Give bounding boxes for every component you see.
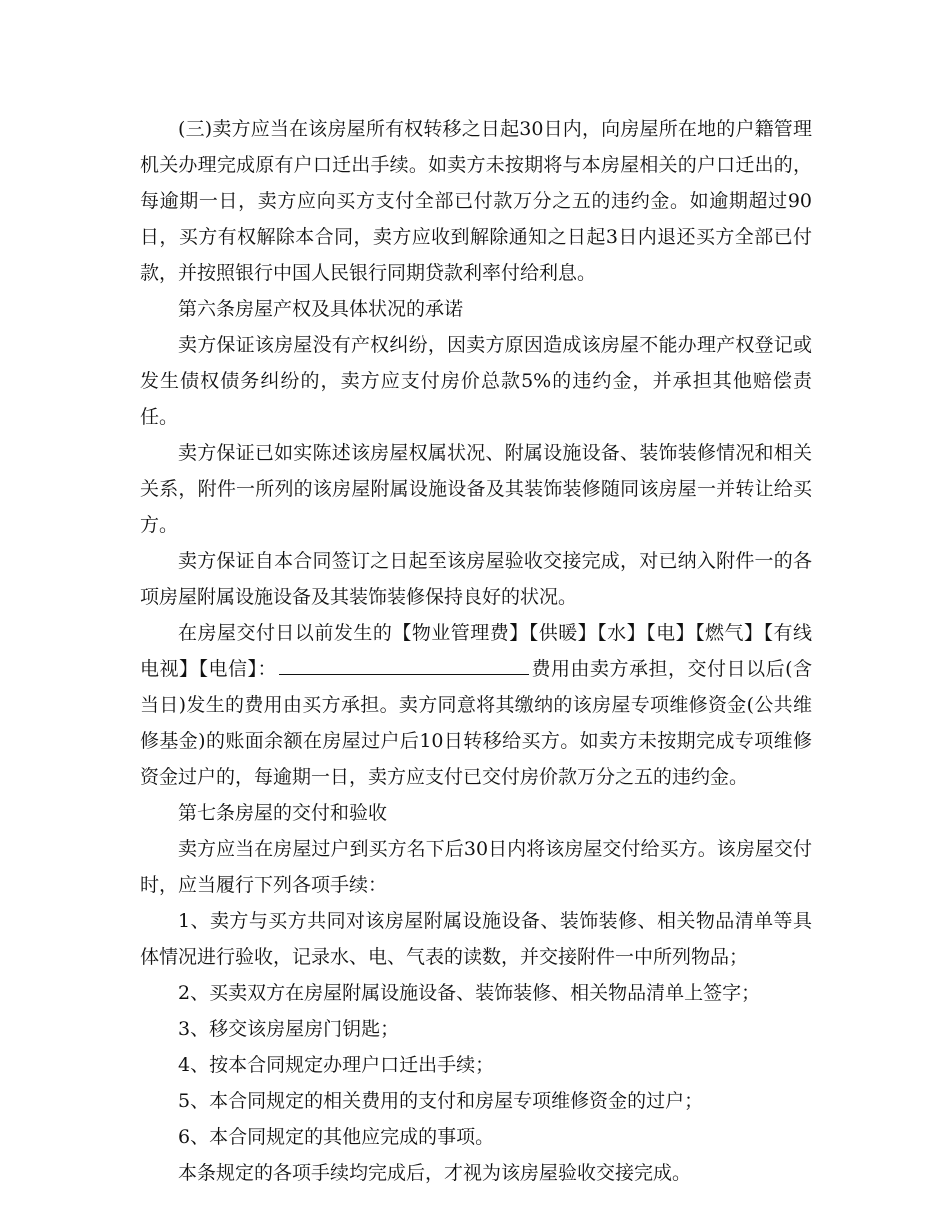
paragraph-title-warranty: 卖方保证该房屋没有产权纠纷，因卖方原因造成该房屋不能办理产权登记或发生债权债务纠纷的，卖方应支付房价总款5%的违约金，并承担其他赔偿责任。 xyxy=(140,334,812,428)
paragraph-completion: 本条规定的各项手续均完成后，才视为该房屋验收交接完成。 xyxy=(178,1162,692,1184)
list-item-4: 4、按本合同规定办理户口迁出手续； xyxy=(178,1054,495,1076)
section-heading-article-7: 第七条房屋的交付和验收 xyxy=(178,802,388,824)
list-item-2: 2、买卖双方在房屋附属设施设备、装饰装修、相关物品清单上签字； xyxy=(178,982,761,1004)
list-item-6: 6、本合同规定的其他应完成的事项。 xyxy=(178,1126,495,1148)
fees-text-before: 在房屋交付日以前发生的【物业管理费】【供暖】【水】【电】【燃气】【有线电视】【电信】： xyxy=(140,622,812,680)
fees-text-after: 费用由卖方承担，交付日以后(含当日)发生的费用由买方承担。卖方同意将其缴纳的该房屋专项维修资金(公共维修基金)的账面余额在房屋过户后10日转移给买方。如卖方未按期完成专项维修资金过户的，每逾期一日，卖方应支付已交付房价款万分之五的违约金。 xyxy=(140,658,812,788)
list-item-3: 3、移交该房屋房门钥匙； xyxy=(178,1018,400,1040)
paragraph-fees xyxy=(140,615,812,795)
list-item-1: 1、卖方与买方共同对该房屋附属设施设备、装饰装修、相关物品清单等具体情况进行验收，记录水、电、气表的读数，并交接附件一中所列物品； xyxy=(140,910,812,968)
paragraph-delivery: 卖方应当在房屋过户到买方名下后30日内将该房屋交付给买方。该房屋交付时，应当履行下列各项手续： xyxy=(140,838,812,896)
fees-blank-line[interactable] xyxy=(279,652,529,675)
list-item-5: 5、本合同规定的相关费用的支付和房屋专项维修资金的过户； xyxy=(178,1090,704,1112)
paragraph-household-registration: (三)卖方应当在该房屋所有权转移之日起30日内，向房屋所在地的户籍管理机关办理完成原有户口迁出手续。如卖方未按期将与本房屋相关的户口迁出的，每逾期一日，卖方应向买方支付全部已付款万分之五的违约金。如逾期超过90日，买方有权解除本合同，卖方应收到解除通知之日起3日内退还买方全部已付款，并按照银行中国人民银行同期贷款利率付给利息。 xyxy=(140,118,812,284)
paragraph-status-warranty: 卖方保证已如实陈述该房屋权属状况、附属设施设备、装饰装修情况和相关关系，附件一所列的该房屋附属设施设备及其装饰装修随同该房屋一并转让给买方。 xyxy=(140,442,812,536)
paragraph-maintenance-warranty: 卖方保证自本合同签订之日起至该房屋验收交接完成，对已纳入附件一的各项房屋附属设施设备及其装饰装修保持良好的状况。 xyxy=(140,550,812,608)
section-heading-article-6: 第六条房屋产权及具体状况的承诺 xyxy=(178,298,464,320)
document-body xyxy=(140,111,812,1191)
